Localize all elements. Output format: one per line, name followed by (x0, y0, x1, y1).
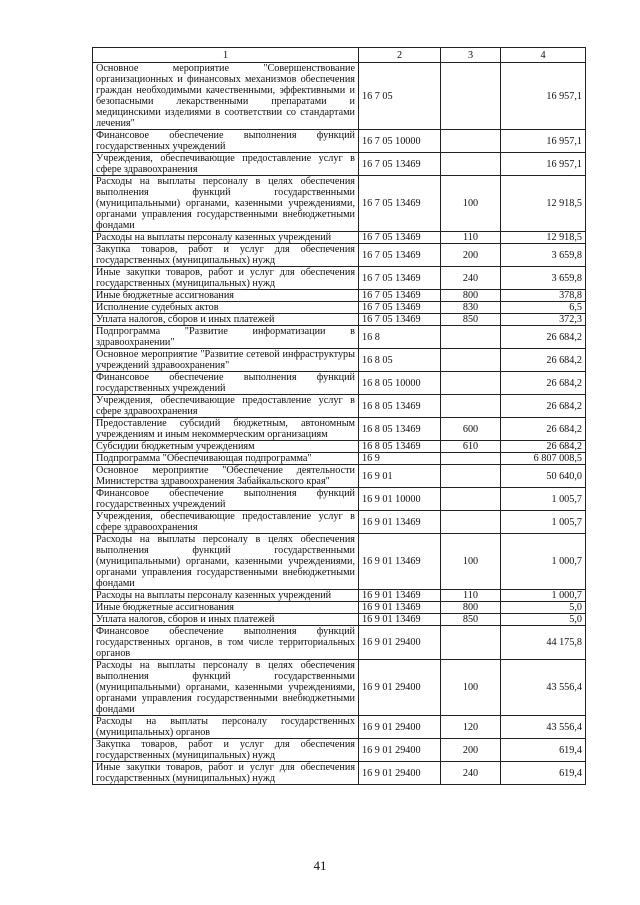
row-expense-type: 240 (441, 267, 501, 290)
row-amount: 3 659,8 (501, 244, 586, 267)
row-expense-type: 240 (441, 762, 501, 785)
row-amount: 26 684,2 (501, 349, 586, 372)
table-row (93, 63, 586, 130)
row-expense-type: 200 (441, 739, 501, 762)
row-description: Учреждения, обеспечивающие предоставление услуг в сфере здравоохранения (93, 511, 359, 534)
table-row (93, 267, 586, 290)
row-description: Иные бюджетные ассигнования (93, 602, 359, 614)
row-expense-type (441, 488, 501, 511)
budget-table (92, 47, 586, 785)
row-amount: 12 918,5 (501, 176, 586, 232)
row-description: Уплата налогов, сборов и иных платежей (93, 314, 359, 326)
table-row (93, 534, 586, 590)
row-code: 16 7 05 13469 (359, 267, 441, 290)
row-description: Финансовое обеспечение выполнения функций государственных учреждений (93, 130, 359, 153)
row-code: 16 7 05 13469 (359, 244, 441, 267)
table-row (93, 453, 586, 465)
row-amount: 1 000,7 (501, 534, 586, 590)
table-row (93, 244, 586, 267)
row-code: 16 8 05 13469 (359, 441, 441, 453)
row-code: 16 9 01 29400 (359, 739, 441, 762)
table-row (93, 314, 586, 326)
row-amount: 43 556,4 (501, 716, 586, 739)
row-description: Иные закупки товаров, работ и услуг для обеспечения государственных (муниципальных) нужд (93, 762, 359, 785)
table-row (93, 716, 586, 739)
row-description: Подпрограмма "Обеспечивающая подпрограмма" (93, 453, 359, 465)
header-col-1: 1 (93, 48, 359, 63)
row-description: Субсидии бюджетным учреждениям (93, 441, 359, 453)
row-amount: 3 659,8 (501, 267, 586, 290)
table-row (93, 660, 586, 716)
row-expense-type: 100 (441, 660, 501, 716)
row-amount: 16 957,1 (501, 63, 586, 130)
table-row (93, 511, 586, 534)
header-col-3: 3 (441, 48, 501, 63)
row-code: 16 7 05 13469 (359, 232, 441, 244)
row-code: 16 9 01 29400 (359, 626, 441, 660)
row-expense-type: 610 (441, 441, 501, 453)
row-expense-type (441, 453, 501, 465)
row-code: 16 8 (359, 326, 441, 349)
row-code: 16 7 05 13469 (359, 176, 441, 232)
row-expense-type (441, 349, 501, 372)
row-code: 16 8 05 (359, 349, 441, 372)
row-expense-type: 850 (441, 614, 501, 626)
table-row (93, 302, 586, 314)
row-description: Расходы на выплаты персоналу казенных учреждений (93, 232, 359, 244)
row-amount: 26 684,2 (501, 326, 586, 349)
row-expense-type: 120 (441, 716, 501, 739)
row-amount: 372,3 (501, 314, 586, 326)
row-description: Подпрограмма "Развитие информатизации в здравоохранении" (93, 326, 359, 349)
row-description: Основное мероприятие "Развитие сетевой инфраструктуры учреждений здравоохранения" (93, 349, 359, 372)
table-row (93, 614, 586, 626)
row-code: 16 7 05 10000 (359, 130, 441, 153)
row-amount: 5,0 (501, 614, 586, 626)
page-number: 41 (313, 858, 327, 873)
row-expense-type: 110 (441, 232, 501, 244)
row-expense-type (441, 395, 501, 418)
row-amount: 1 000,7 (501, 590, 586, 602)
header-row (93, 48, 586, 63)
row-code: 16 9 01 13469 (359, 511, 441, 534)
header-col-2: 2 (359, 48, 441, 63)
row-description: Учреждения, обеспечивающие предоставление услуг в сфере здравоохранения (93, 395, 359, 418)
table-row (93, 441, 586, 453)
row-amount: 26 684,2 (501, 372, 586, 395)
row-amount: 378,8 (501, 290, 586, 302)
row-code: 16 9 01 29400 (359, 660, 441, 716)
row-amount: 26 684,2 (501, 441, 586, 453)
table-row (93, 130, 586, 153)
row-amount: 12 918,5 (501, 232, 586, 244)
row-code: 16 7 05 13469 (359, 153, 441, 176)
row-description: Финансовое обеспечение выполнения функций государственных учреждений (93, 488, 359, 511)
row-description: Расходы на выплаты персоналу в целях обеспечения выполнения функций государственными (муниципальными) органами, казенными учреждениями, органами управления государственными внебюджетными фондами (93, 660, 359, 716)
row-amount: 1 005,7 (501, 511, 586, 534)
row-expense-type: 200 (441, 244, 501, 267)
table-row (93, 602, 586, 614)
row-description: Иные бюджетные ассигнования (93, 290, 359, 302)
table-row (93, 626, 586, 660)
row-code: 16 8 05 10000 (359, 372, 441, 395)
table-row (93, 153, 586, 176)
table-row (93, 349, 586, 372)
row-description: Финансовое обеспечение выполнения функций государственных органов, в том числе территориальных органов (93, 626, 359, 660)
row-amount: 26 684,2 (501, 418, 586, 441)
table-row (93, 590, 586, 602)
row-amount: 6,5 (501, 302, 586, 314)
row-expense-type (441, 465, 501, 488)
table-row (93, 232, 586, 244)
row-code: 16 9 01 13469 (359, 590, 441, 602)
row-description: Учреждения, обеспечивающие предоставление услуг в сфере здравоохранения (93, 153, 359, 176)
row-description: Расходы на выплаты персоналу казенных учреждений (93, 590, 359, 602)
row-expense-type: 100 (441, 534, 501, 590)
row-expense-type (441, 326, 501, 349)
row-expense-type: 850 (441, 314, 501, 326)
table-row (93, 762, 586, 785)
row-code: 16 9 01 13469 (359, 534, 441, 590)
row-amount: 619,4 (501, 762, 586, 785)
row-expense-type (441, 372, 501, 395)
row-expense-type: 800 (441, 290, 501, 302)
row-amount: 50 640,0 (501, 465, 586, 488)
row-code: 16 9 01 13469 (359, 602, 441, 614)
row-code: 16 9 (359, 453, 441, 465)
table-row (93, 176, 586, 232)
table-row (93, 326, 586, 349)
row-code: 16 8 05 13469 (359, 418, 441, 441)
table-row (93, 395, 586, 418)
row-description: Иные закупки товаров, работ и услуг для обеспечения государственных (муниципальных) нужд (93, 267, 359, 290)
row-amount: 26 684,2 (501, 395, 586, 418)
row-expense-type (441, 511, 501, 534)
row-amount: 5,0 (501, 602, 586, 614)
row-amount: 16 957,1 (501, 153, 586, 176)
row-description: Основное мероприятие "Совершенствование организационных и финансовых механизмов обеспечения граждан необходимыми качественными, эффективными и безопасными лекарственными препаратами и медицинскими изделиями в соответствии со стандартами лечения" (93, 63, 359, 130)
row-expense-type: 800 (441, 602, 501, 614)
row-description: Предоставление субсидий бюджетным, автономным учреждениям и иным некоммерческим организациям (93, 418, 359, 441)
row-amount: 1 005,7 (501, 488, 586, 511)
table-row (93, 372, 586, 395)
row-description: Уплата налогов, сборов и иных платежей (93, 614, 359, 626)
row-description: Финансовое обеспечение выполнения функций государственных учреждений (93, 372, 359, 395)
table-row (93, 418, 586, 441)
row-description: Закупка товаров, работ и услуг для обеспечения государственных (муниципальных) нужд (93, 739, 359, 762)
table-row (93, 465, 586, 488)
row-expense-type (441, 626, 501, 660)
row-expense-type: 100 (441, 176, 501, 232)
row-code: 16 7 05 13469 (359, 314, 441, 326)
row-expense-type (441, 63, 501, 130)
row-expense-type: 110 (441, 590, 501, 602)
row-code: 16 9 01 10000 (359, 488, 441, 511)
row-amount: 619,4 (501, 739, 586, 762)
row-amount: 44 175,8 (501, 626, 586, 660)
row-description: Расходы на выплаты персоналу государственных (муниципальных) органов (93, 716, 359, 739)
row-description: Расходы на выплаты персоналу в целях обеспечения выполнения функций государственными (муниципальными) органами, казенными учреждениями, органами управления государственными внебюджетными фондами (93, 534, 359, 590)
row-description: Основное мероприятие "Обеспечение деятельности Министерства здравоохранения Забайкальского края" (93, 465, 359, 488)
row-code: 16 9 01 29400 (359, 716, 441, 739)
row-code: 16 9 01 13469 (359, 614, 441, 626)
row-expense-type (441, 153, 501, 176)
row-code: 16 7 05 13469 (359, 302, 441, 314)
row-code: 16 8 05 13469 (359, 395, 441, 418)
table-row (93, 739, 586, 762)
row-description: Исполнение судебных актов (93, 302, 359, 314)
row-description: Закупка товаров, работ и услуг для обеспечения государственных (муниципальных) нужд (93, 244, 359, 267)
row-expense-type: 830 (441, 302, 501, 314)
row-code: 16 9 01 (359, 465, 441, 488)
row-code: 16 7 05 (359, 63, 441, 130)
row-expense-type (441, 130, 501, 153)
row-expense-type: 600 (441, 418, 501, 441)
table-row (93, 290, 586, 302)
header-col-4: 4 (501, 48, 586, 63)
row-amount: 6 807 008,5 (501, 453, 586, 465)
row-description: Расходы на выплаты персоналу в целях обеспечения выполнения функций государственными (муниципальными) органами, казенными учреждениями, органами управления государственными внебюджетными фондами (93, 176, 359, 232)
table-body (93, 63, 586, 785)
row-amount: 16 957,1 (501, 130, 586, 153)
row-amount: 43 556,4 (501, 660, 586, 716)
row-code: 16 7 05 13469 (359, 290, 441, 302)
row-code: 16 9 01 29400 (359, 762, 441, 785)
table-row (93, 488, 586, 511)
